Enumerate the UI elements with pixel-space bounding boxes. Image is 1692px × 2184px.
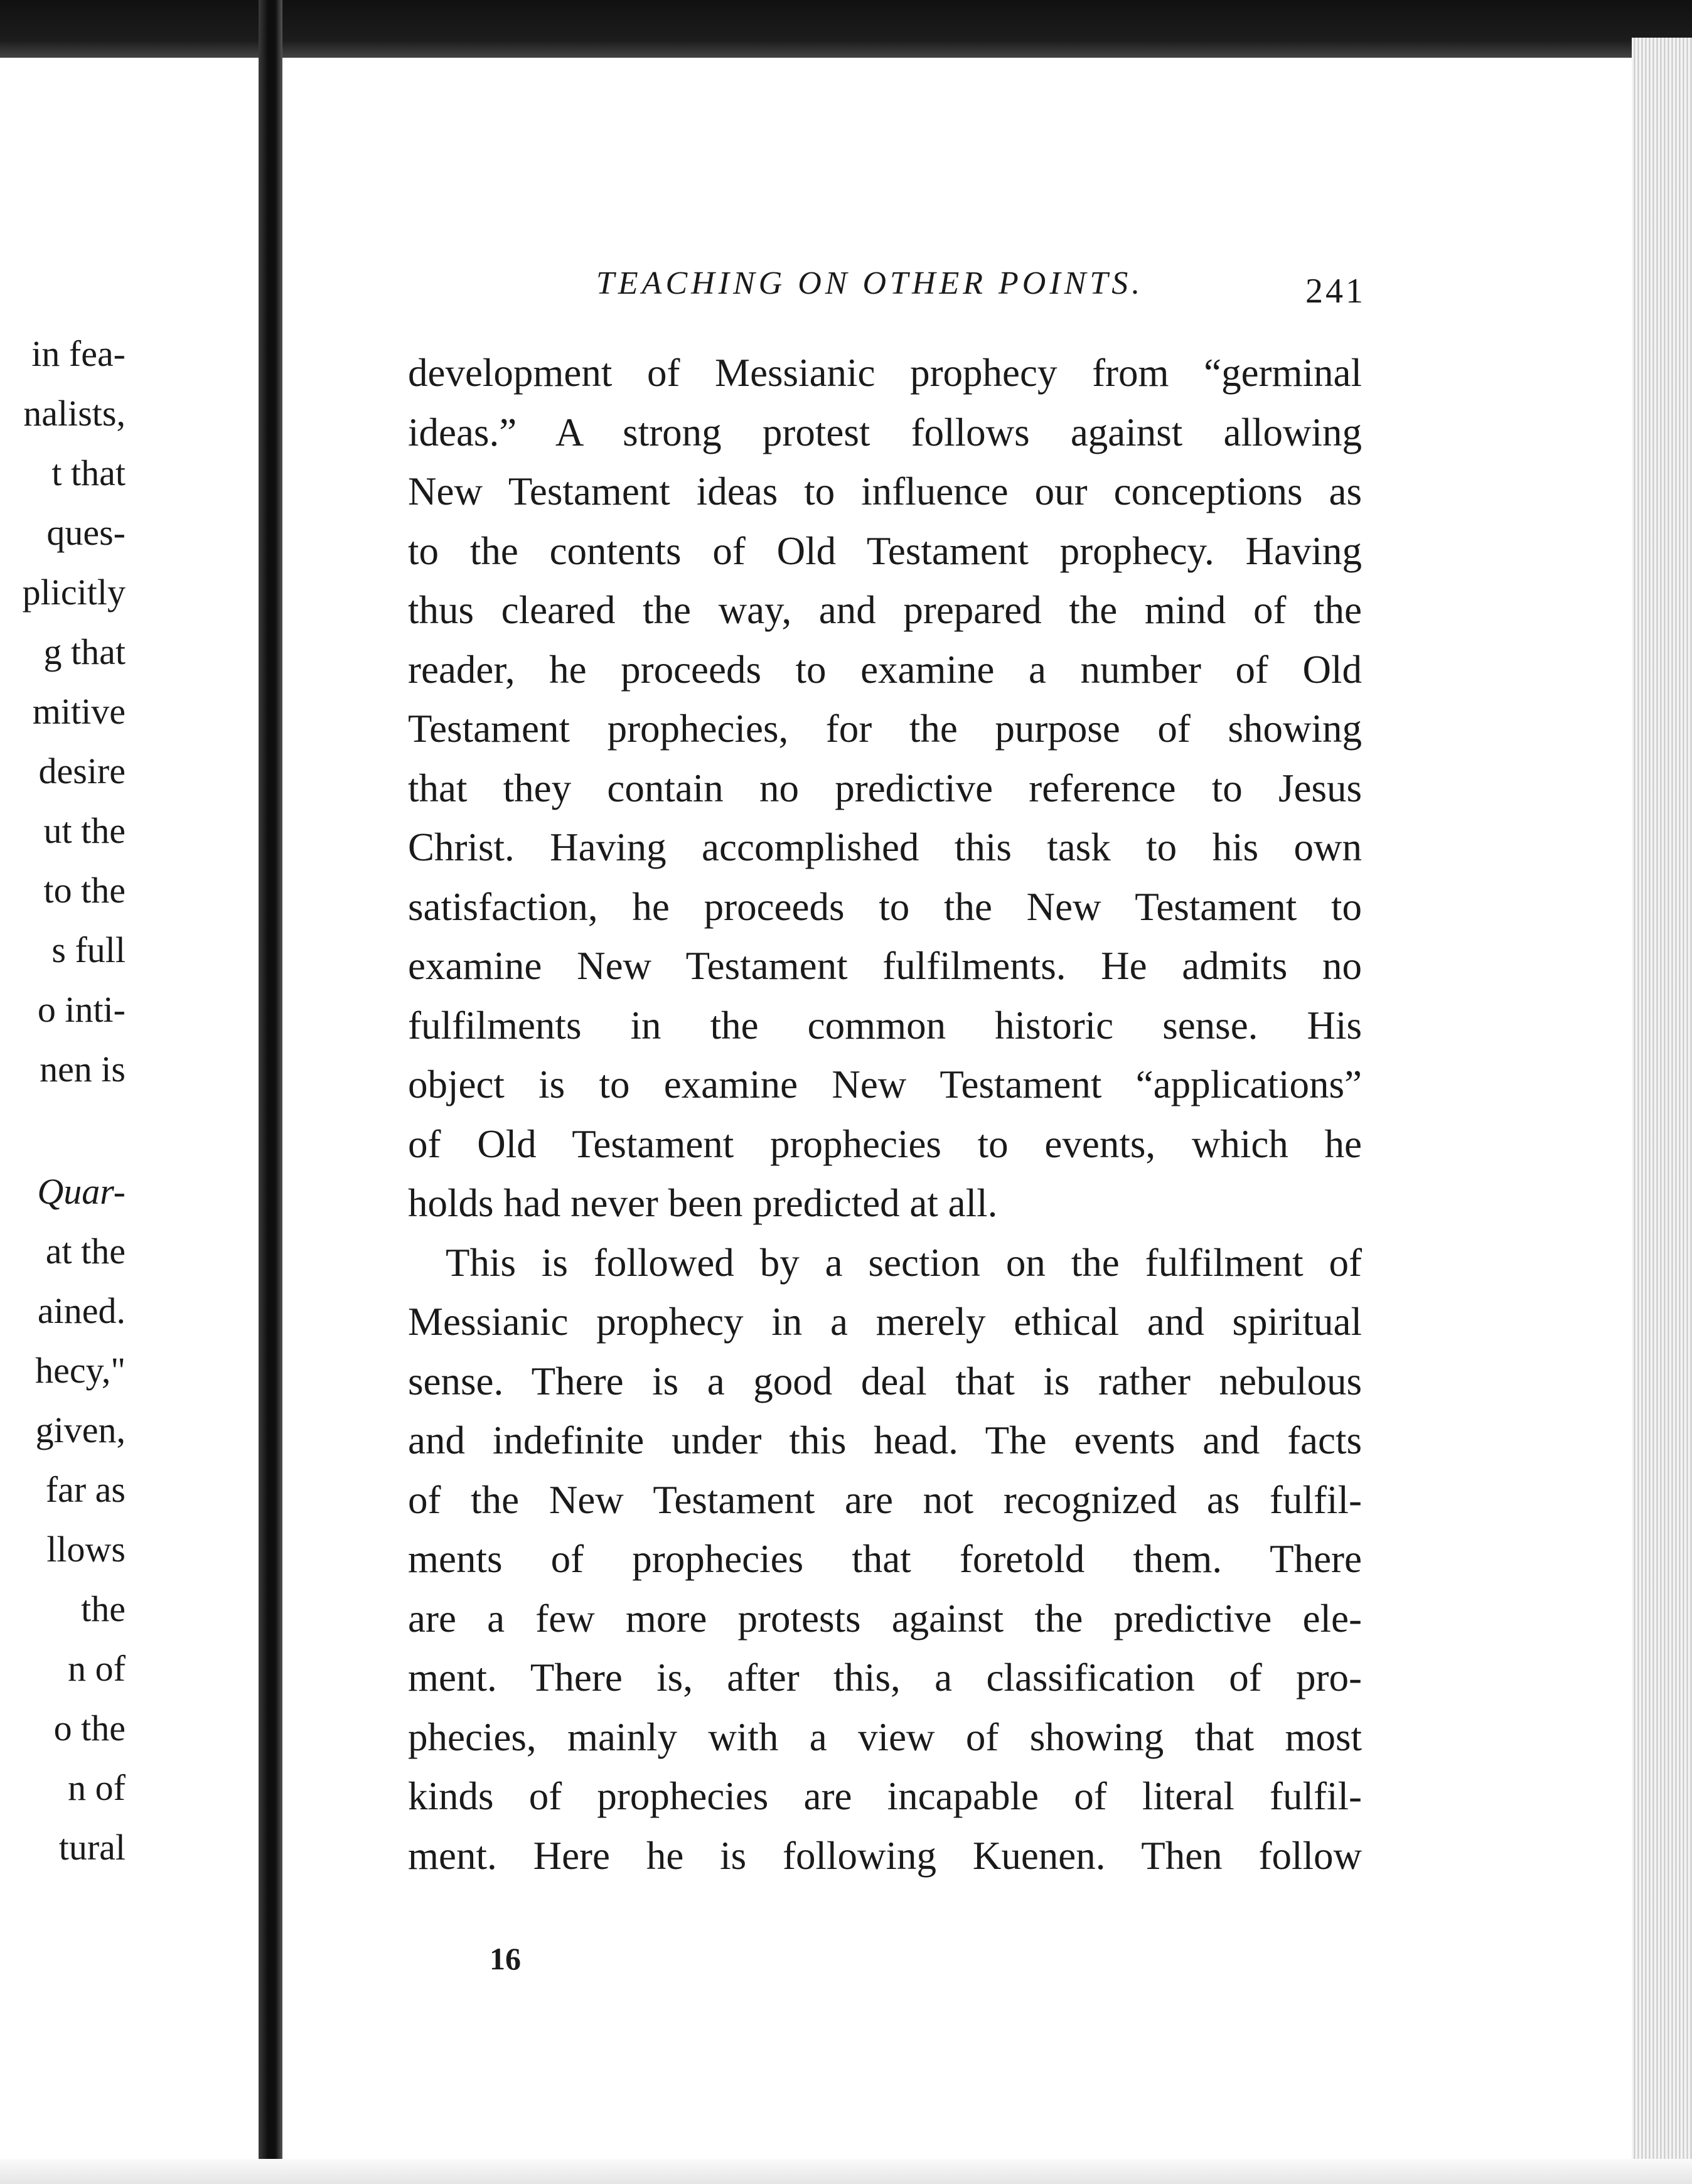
facing-page-fragment [0, 295, 254, 1927]
text-line: are a few more protests against the predictive ele- [408, 1596, 1362, 1641]
scan-bottom-edge [0, 2159, 1692, 2184]
facing-line: o inti- [37, 989, 126, 1030]
facing-line: ained. [37, 1290, 126, 1331]
facing-line: g that [43, 631, 126, 672]
text-line: Messianic prophecy in a merely ethical and spiritual [408, 1300, 1362, 1344]
text-line: ideas.” A strong protest follows against allowing [408, 410, 1362, 454]
facing-line: plicitly [22, 572, 126, 613]
paragraph [408, 343, 1362, 1233]
facing-line: mitive [32, 691, 126, 732]
book-page [282, 58, 1632, 2159]
text-line: ments of prophecies that foretold them. There [408, 1537, 1362, 1581]
text-line: satisfaction, he proceeds to the New Testament to [408, 884, 1362, 929]
facing-line: desire [38, 751, 126, 791]
text-line: sense. There is a good deal that is rather nebulous [408, 1359, 1362, 1403]
facing-line: far as [45, 1469, 126, 1510]
text-line: of the New Testament are not recognized as fulfil- [408, 1477, 1362, 1522]
facing-line: tural [58, 1827, 126, 1868]
page-edges [1632, 38, 1692, 2184]
text-line: that they contain no predictive reference to Jesus [408, 766, 1362, 810]
facing-line: o the [53, 1708, 126, 1748]
signature-mark: 16 [490, 1941, 521, 1976]
text-line: to the contents of Old Testament prophecy. Having [408, 528, 1362, 573]
text-line: reader, he proceeds to examine a number of Old [408, 647, 1362, 692]
facing-line: at the [45, 1231, 126, 1271]
running-head: TEACHING ON OTHER POINTS. [596, 265, 1144, 301]
text-line: thus cleared the way, and prepared the mind of the [408, 588, 1362, 632]
facing-line: llows [46, 1529, 126, 1570]
text-line: This is followed by a section on the fulfilment of [446, 1240, 1362, 1285]
facing-line: Quar- [37, 1171, 126, 1212]
book-gutter [259, 0, 282, 2184]
text-line: phecies, mainly with a view of showing that most [408, 1715, 1362, 1759]
body-text [408, 343, 1362, 1885]
facing-line: nalists, [23, 393, 126, 434]
facing-line: the [81, 1588, 126, 1629]
facing-line: t that [51, 452, 126, 493]
text-line: object is to examine New Testament “applications” [408, 1063, 1362, 1106]
facing-line: nen is [40, 1049, 126, 1089]
text-line: development of Messianic prophecy from “germinal [408, 351, 1362, 395]
facing-line: s full [51, 929, 126, 970]
scan-top-edge [0, 0, 1692, 58]
page-number: 241 [1305, 272, 1366, 311]
text-line: Testament prophecies, for the purpose of showing [408, 707, 1362, 751]
facing-line: hecy," [35, 1350, 126, 1391]
text-line: and indefinite under this head. The events and facts [408, 1418, 1362, 1462]
facing-line: in fea- [31, 333, 126, 374]
text-line: ment. There is, after this, a classification of pro- [408, 1656, 1362, 1700]
facing-line: ut the [43, 810, 126, 851]
text-line: examine New Testament fulfilments. He admits no [408, 944, 1362, 988]
text-line: of Old Testament prophecies to events, which he [408, 1121, 1362, 1166]
text-line: kinds of prophecies are incapable of literal fulfil- [408, 1774, 1362, 1818]
text-line: fulfilments in the common historic sense. His [408, 1003, 1362, 1047]
facing-line: given, [35, 1410, 126, 1450]
text-line: Christ. Having accomplished this task to his own [408, 825, 1362, 869]
facing-line: n of [68, 1767, 126, 1808]
text-line: holds had never been predicted at all. [408, 1181, 998, 1225]
facing-line: to the [43, 870, 126, 911]
facing-line: ques- [46, 512, 126, 553]
text-line: New Testament ideas to influence our conceptions as [408, 469, 1362, 513]
text-line: ment. Here he is following Kuenen. Then follow [408, 1833, 1362, 1878]
paragraph [408, 1233, 1362, 1886]
facing-line: n of [68, 1648, 126, 1689]
